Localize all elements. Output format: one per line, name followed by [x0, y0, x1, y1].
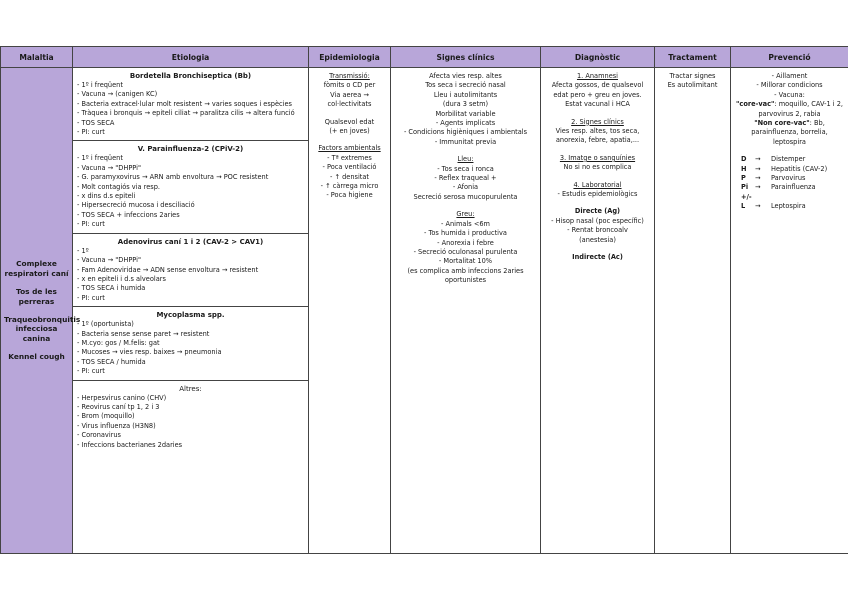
etiologia-line: - Brom (moquillo) [77, 412, 135, 421]
dhppi-value: Parainfluenza [771, 183, 816, 192]
etiologia-line: - Bacteria extracel·lular molt resistent → varies soques i espècies [77, 99, 292, 108]
tractament-line: Tractar signes [669, 72, 716, 80]
epidemiologia-cell [309, 68, 391, 554]
etiologia-line: - Vacuna → "DHPPi" [77, 163, 141, 172]
greu-line: - Mortalitat 10% [438, 257, 493, 266]
dhppi-letter: +/- [741, 192, 752, 201]
header-etiologia: Etiologia [73, 47, 309, 68]
greu-line: - Animals <6m [441, 219, 490, 228]
etiologia-cell [73, 68, 309, 554]
lleu-line: Secreció serosa mucopurulenta [413, 192, 518, 201]
etiologia-block [73, 307, 308, 380]
dhppi-letter: Pi [741, 183, 749, 192]
header-prevencio: Prevenció [731, 47, 848, 68]
prevencio-cell [731, 68, 848, 554]
etiologia-line: - M.cyo: gos / M.felis: gat [77, 338, 160, 347]
greu-line: oportunistes [444, 276, 487, 285]
etiologia-block [73, 234, 308, 307]
signes-line: Tos seca i secreció nasal [425, 81, 506, 90]
factors-line: - Poca ventilació [322, 163, 377, 172]
signes-line: Lleu i autolimitants [433, 90, 498, 99]
core-vac-label: "core-vac" [735, 100, 775, 109]
prevencio-line: - Vacuna: [774, 90, 805, 99]
diag-line: Vies resp. altes, tos seca, [555, 127, 640, 136]
factors-title: Factors ambientals [318, 144, 381, 153]
diag-step-title: 3. Imatge o sanguínies [559, 153, 636, 162]
dhppi-value: Parvovirus [771, 174, 806, 183]
etiologia-line: - Virus influenza (H3N8) [77, 421, 156, 430]
lleu-line: - Tos seca i ronca [437, 164, 494, 173]
dhppi-row [741, 183, 844, 192]
etiologia-line: - Mucoses → vies resp. baixes → pneumonia [77, 348, 222, 357]
etiologia-line: - PI: curt [77, 128, 105, 137]
dhppi-row [741, 174, 844, 183]
etiologia-line: - Reovirus caní tp 1, 2 i 3 [77, 402, 160, 411]
dhppi-list [735, 155, 844, 211]
diag-line: Estat vacunal i HCA [565, 100, 630, 109]
malaltia-name: Tos de les perreras [16, 286, 57, 306]
header-epidemiologia: Epidemiologia [309, 47, 391, 68]
etiologia-line: - x en epiteli i d.s alveolars [77, 274, 166, 283]
signes-line: - Condicions higièniques i ambientals [403, 128, 528, 137]
factors-line: - ↑ càrrega micro [320, 182, 379, 191]
transmissio-title: Transmissió: [329, 72, 370, 80]
etiologia-block [73, 381, 308, 453]
noncore-vac-label: "Non core-vac" [754, 119, 810, 128]
diag-line: - Hisop nasal (poc específic) [551, 216, 644, 225]
diag-step-title: 1. Anamnesi [576, 72, 619, 80]
diag-line: - Estudis epidemiològics [557, 190, 638, 199]
diag-step-title: 4. Laboratorial [573, 180, 622, 189]
dhppi-row [741, 165, 844, 174]
dhppi-row [741, 202, 844, 211]
etiologia-line: - Vacuna → (canigen KC) [77, 90, 158, 99]
prevencio-line: - Millorar condicions [756, 81, 823, 90]
etiologia-block [73, 68, 308, 141]
transmissio-line: Via aerea → [330, 90, 369, 99]
tractament-line: Es autolimitant [667, 81, 718, 90]
etiologia-line: - 1º i freqüent [77, 154, 123, 163]
etiologia-line: - 1º i freqüent [77, 81, 123, 89]
dhppi-arrow: → [755, 183, 761, 192]
dhppi-arrow: → [755, 174, 761, 183]
etiologia-title: Altres: [179, 384, 202, 393]
signes-cell [391, 68, 541, 554]
dhppi-value: Hepatitis (CAV-2) [771, 164, 828, 173]
lleu-line: - Afonia [452, 183, 479, 192]
diag-line: - Rentat broncoalv [567, 226, 628, 235]
lleu-line: - Reflex traqueal + [434, 174, 497, 183]
etiologia-block [73, 141, 308, 233]
factors-line: - Tª extremes [327, 153, 372, 162]
diag-line: (anestesia) [579, 235, 616, 244]
dhppi-arrow: → [755, 164, 761, 173]
transmissio-line: fòmits o CD per [323, 81, 376, 90]
prevencio-line: - Aillament [771, 72, 808, 80]
header-diagnostic: Diagnòstic [541, 47, 655, 68]
etiologia-line: - Vacuna → "DHPPi" [77, 256, 141, 265]
indirecte-title: Indirecte (Ac) [572, 253, 623, 262]
greu-line: - Secreció oculonasal purulenta [413, 247, 518, 256]
etiologia-title: Bordetella Bronchiseptica (Bb) [129, 72, 252, 80]
etiologia-line: - x dins d.s epiteli [77, 192, 136, 201]
dhppi-value: Leptospira [771, 202, 806, 211]
signes-line: Afecta vies resp. altes [429, 72, 502, 80]
dhppi-letter: H [741, 164, 747, 173]
etiologia-line: - PI: curt [77, 367, 105, 376]
etiologia-line: - PI: curt [77, 293, 105, 302]
etiologia-line: - 1º [77, 246, 89, 255]
core-vac-line [735, 100, 844, 119]
dhppi-letter: P [741, 174, 746, 183]
etiologia-blocks [73, 68, 308, 453]
dhppi-row [741, 155, 844, 164]
diag-line: No si no es complica [563, 163, 632, 172]
etiologia-line: - PI: curt [77, 220, 105, 229]
signes-line: - Agents implicats [435, 119, 496, 128]
etiologia-line: - Tràquea i bronquis → epiteli ciliat → paralitza cilis → altera funció [77, 109, 295, 118]
header-tractament: Tractament [655, 47, 731, 68]
header-row [1, 47, 848, 68]
diag-line: Afecta gossos, de qualsevol [551, 81, 644, 90]
core-vac-text: : moquillo, CAV-1 i 2, parvovirus 2, rabia [758, 100, 843, 118]
etiologia-line: - TOS SECA / humida [77, 357, 146, 366]
etiologia-line: - 1º (oportunista) [77, 320, 134, 329]
diag-line: anorexia, febre, apatia,... [555, 136, 640, 145]
dhppi-arrow: → [755, 155, 761, 164]
greu-line: - Anorexia i febre [437, 238, 494, 247]
edat-line: (+ en joves) [329, 127, 370, 136]
dhppi-value: Distemper [771, 155, 806, 164]
disease-table [0, 46, 848, 554]
transmissio-line: col·lectivitats [327, 100, 372, 109]
tractament-cell [655, 68, 731, 554]
noncore-vac-text: : Bb, parainfluenza, borrelia, leptospira [751, 119, 828, 146]
etiologia-line: - Herpesvirus canino (CHV) [77, 393, 167, 402]
malaltia-name: Complexe respiratori caní [4, 259, 69, 279]
greu-line: (es complica amb infeccions 2aries [407, 266, 524, 275]
factors-line: - Poca higiene [326, 191, 373, 200]
etiologia-title: Mycoplasma spp. [156, 311, 225, 320]
directe-title: Directe (Ag) [574, 207, 621, 216]
edat-line: Qualsevol edat [324, 117, 375, 126]
malaltia-name: Kennel cough [8, 351, 65, 361]
dhppi-letter: L [741, 202, 746, 211]
header-signes: Signes clínics [391, 47, 541, 68]
header-malaltia: Malaltia [1, 47, 73, 68]
signes-line: (dura 3 setm) [442, 100, 489, 109]
etiologia-line: - TOS SECA + infeccions 2aries [77, 210, 180, 219]
etiologia-line: - TOS SECA [77, 118, 115, 127]
noncore-vac-line [735, 119, 844, 147]
diagnostic-cell [541, 68, 655, 554]
etiologia-title: V. Parainfluenza-2 (CPiV-2) [137, 145, 244, 154]
lleu-title: Lleu: [457, 155, 474, 164]
etiologia-line: - Coronavirus [77, 431, 121, 440]
dhppi-row [741, 193, 844, 202]
diag-step-title: 2. Signes clínics [571, 117, 624, 126]
etiologia-line: - TOS SECA i humida [77, 284, 146, 293]
etiologia-line: - Infeccions bacterianes 2daries [77, 440, 183, 449]
content-row [1, 68, 848, 554]
malaltia-cell [1, 68, 81, 554]
greu-title: Greu: [456, 210, 475, 219]
dhppi-arrow: → [755, 202, 761, 211]
signes-line: Morbilitat variable [435, 109, 496, 118]
greu-line: - Tos humida i productiva [424, 229, 507, 238]
etiologia-line: - Hipersecreció mucosa i desciliació [77, 201, 195, 210]
etiologia-line: - Fam Adenoviridae → ADN sense envoltura → resistent [77, 265, 259, 274]
factors-line: - ↑ densitat [330, 172, 369, 181]
etiologia-line: - Molt contagiós via resp. [77, 182, 160, 191]
etiologia-title: Adenovirus caní 1 i 2 (CAV-2 > CAV1) [117, 237, 264, 246]
etiologia-line: - Bacteria sense sense paret → resistent [77, 329, 210, 338]
malaltia-name: Traqueobronquitis infecciosa canina [4, 314, 81, 344]
dhppi-letter: D [741, 155, 747, 164]
etiologia-line: - G. paramyxovirus → ARN amb envoltura → POC resistent [77, 173, 269, 182]
diag-line: edat pero + greu en joves. [553, 90, 642, 99]
signes-line: - Immunitat previa [434, 137, 497, 146]
